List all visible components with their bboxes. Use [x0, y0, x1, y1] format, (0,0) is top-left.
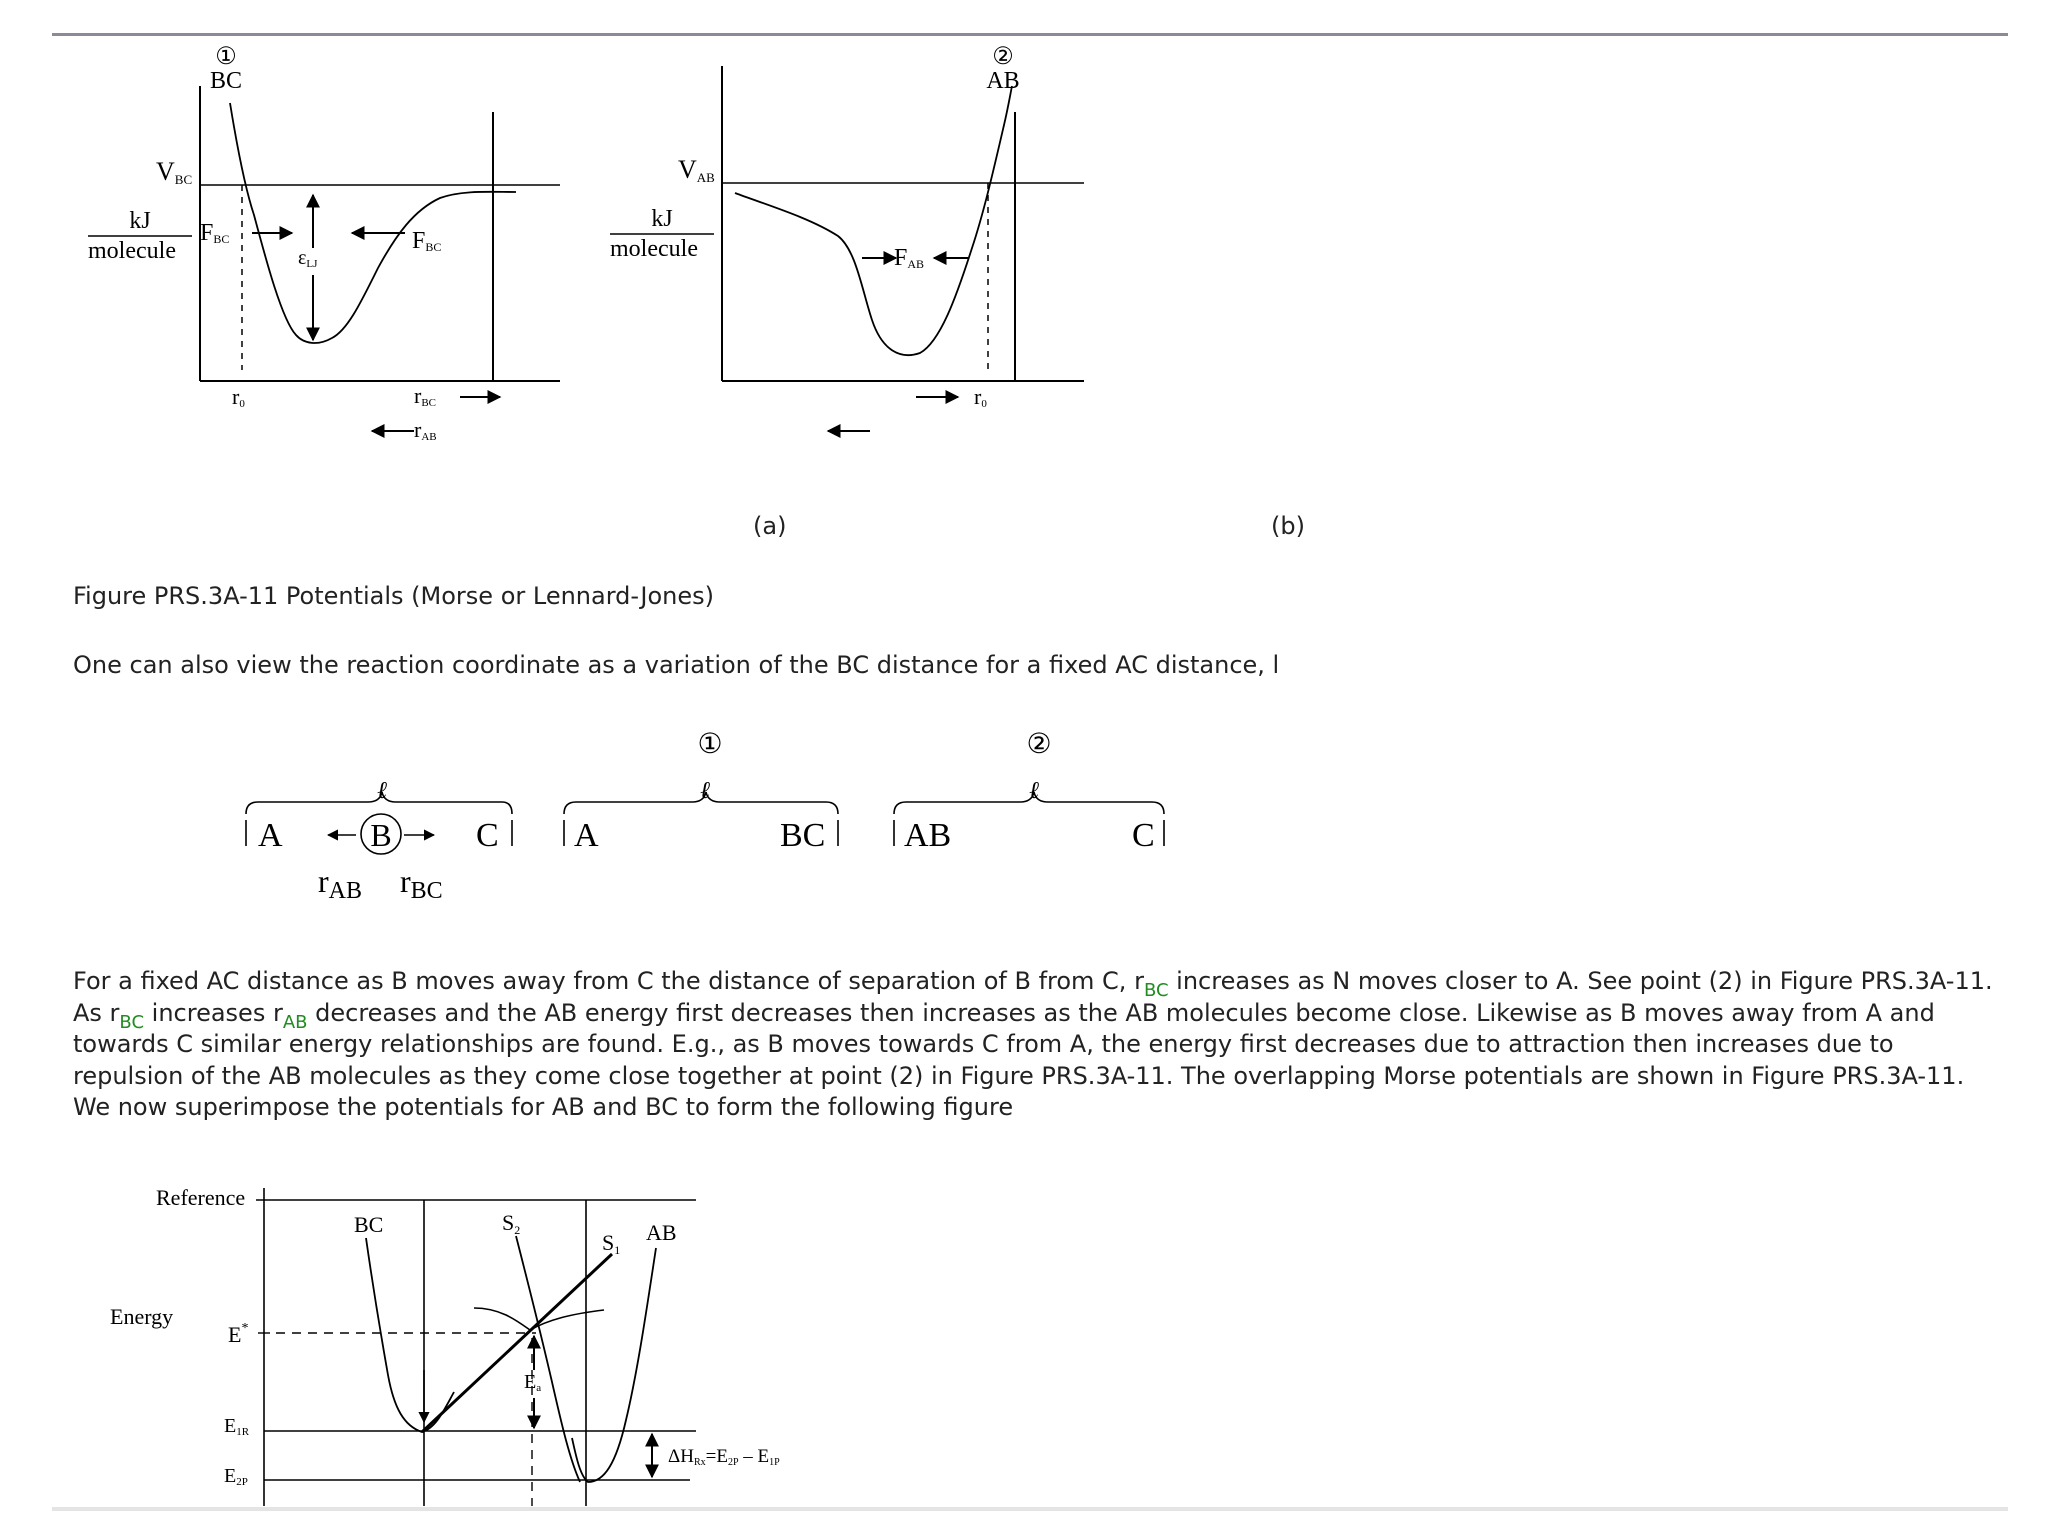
body-paragraph: For a fixed AC distance as B moves away from C the distance of separation of B from C, $r_{BC}$ increases as N moves closer to A. See point (2) in Figure PRS.3A-11. As $r_{BC}$ increases $r_{AB}$ decreases and the AB energy first decreases then increases as the AB molecules become close. Likewise as B moves away from A and towards C similar energy relationships are found. E.g., as B moves towards C from A, the energy first decreases due to attraction then increases due to repulsion of the AB molecules as they come close together at point (2) in Figure PRS.3A-11. The overlapping Morse potentials are shown in Figure PRS.3A-11. We now superimpose the potentials for AB and BC to form the following figure [73, 967, 1993, 1121]
s1-line [422, 1254, 612, 1432]
bc-curve-label: BC [354, 1212, 384, 1237]
v-bc-label: VBC [156, 157, 193, 187]
dh-label: ΔHRx=E2P – E1P [668, 1446, 780, 1468]
e2p-label: E2P [224, 1465, 248, 1488]
caption-a: (a) [753, 512, 787, 540]
f-ab-label: FAB [894, 245, 925, 271]
atom-ab-3: AB [904, 817, 952, 854]
r-bc-label: rBC [414, 383, 437, 409]
distance-panel-1 [246, 778, 512, 904]
distance-diagram [0, 720, 1200, 920]
ab-potential-curve [735, 86, 1012, 355]
intro-text: One can also view the reaction coordinate as a variation of the BC distance for a fixed AC distance, l [73, 651, 1280, 679]
f-bc-right-label: FBC [412, 228, 442, 254]
r0-label-a: r0 [232, 384, 245, 410]
marker-1-small: ① [697, 729, 723, 760]
marker-1: ① [215, 44, 237, 70]
ell-label-3: ℓ [1029, 778, 1039, 804]
ell-label-1: ℓ [377, 778, 387, 804]
caption-b: (b) [1271, 512, 1305, 540]
r0-label-b: r0 [974, 384, 987, 410]
v-ab-label: VAB [678, 155, 715, 185]
ell-label-2: ℓ [700, 778, 710, 804]
atom-a-2: A [574, 817, 599, 854]
r-ab-label-a: rAB [414, 417, 437, 443]
s1-label: S1 [602, 1230, 621, 1257]
r-ab-label: rAB [318, 863, 362, 904]
ab-energy-curve [572, 1248, 656, 1482]
reference-label: Reference [156, 1185, 246, 1210]
ea-label: Ea [524, 1371, 542, 1394]
y-unit-den-a: molecule [88, 238, 176, 264]
ab-curve-label: AB [646, 1220, 677, 1245]
e-star-label: E* [228, 1321, 249, 1347]
e1r-label: E1R [224, 1415, 250, 1438]
s2-label: S2 [502, 1210, 521, 1237]
energy-diagram [0, 1170, 820, 1510]
curve-label-ab: AB [986, 68, 1020, 94]
distance-panel-2 [564, 729, 838, 854]
r-bc-label: rBC [400, 863, 443, 904]
curve-label-bc: BC [209, 68, 243, 94]
y-unit-num-b: kJ [651, 206, 673, 232]
panel-a [88, 44, 560, 443]
atom-c-3: C [1132, 817, 1155, 854]
atom-bc-2: BC [780, 817, 826, 854]
atom-a-1: A [258, 817, 283, 854]
panel-b [610, 44, 1084, 431]
energy-label: Energy [110, 1304, 174, 1329]
s2-curve [516, 1236, 580, 1482]
figure-caption: Figure PRS.3A-11 Potentials (Morse or Lennard-Jones) [73, 582, 715, 610]
epsilon-lj-label: εLJ [298, 247, 318, 270]
bottom-rule [52, 1507, 2008, 1511]
atom-b: B [370, 817, 392, 853]
marker-2: ② [992, 44, 1014, 70]
y-unit-den-b: molecule [610, 236, 698, 262]
atom-c-1: C [476, 817, 499, 854]
bc-potential-curve [230, 103, 516, 343]
bc-energy-curve [366, 1238, 454, 1432]
distance-panel-3 [894, 729, 1164, 854]
potential-figure [0, 0, 1120, 480]
y-unit-num-a: kJ [129, 208, 151, 234]
f-bc-left-label: FBC [200, 220, 230, 246]
marker-2-small: ② [1026, 729, 1052, 760]
